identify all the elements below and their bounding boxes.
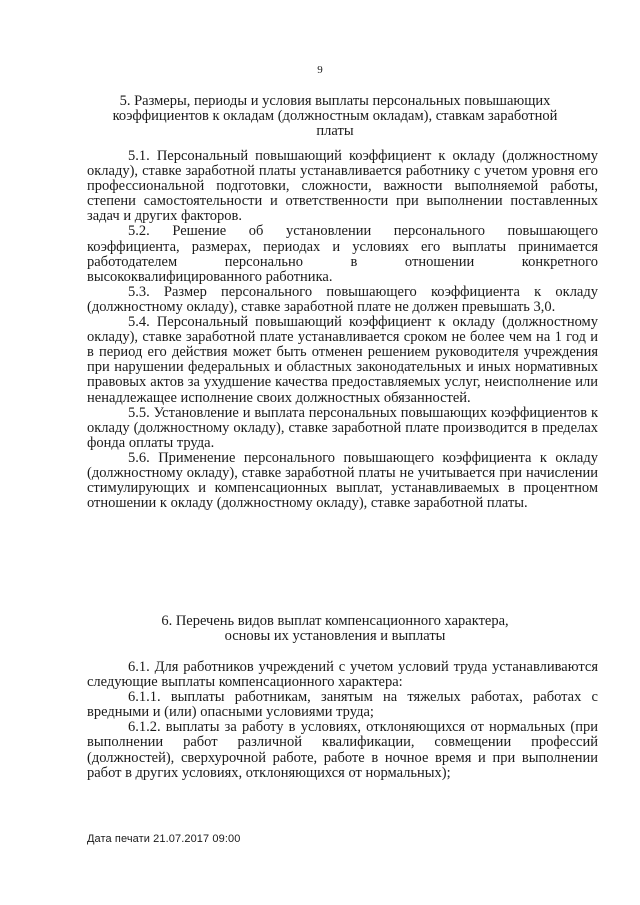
heading-line: основы их установления и выплаты (224, 628, 446, 644)
paragraph-5-2: 5.2. Решение об установлении персонального повышающего коэффициента, размерах, периодах и условиях его выплаты принимается работодателем персонально в отношении конкретного высококвалифицированного работника. (87, 223, 598, 285)
section-5-body (87, 149, 598, 511)
paragraph-5-3: 5.3. Размер персонального повышающего коэффициента к окладу (должностному окладу), ставке заработной плате не должен превышать 3,0. (87, 283, 598, 315)
paragraph-6-1-1: 6.1.1. выплаты работникам, занятым на тяжелых работах, работах с вредными и (или) опасными условиями труда; (87, 689, 598, 721)
section-5-heading (100, 94, 570, 139)
paragraph-5-6: 5.6. Применение персонального повышающего коэффициента к окладу (должностному окладу), ставке заработной платы не учитывается при начислении стимулирующих и компенсационных выплат, устанавливаемых в процентном отношении к окладу (должностному окладу), ставке заработной платы. (87, 449, 598, 512)
section-6-body (87, 660, 598, 781)
page-number: 9 (317, 64, 323, 76)
heading-line: 6. Перечень видов выплат компенсационного характера, (161, 613, 509, 629)
paragraph-5-1: 5.1. Персональный повышающий коэффициент к окладу (должностному окладу), ставке заработной платы устанавливается работнику с учетом уровня его профессиональной подготовки, сложности, важности выполняемой работы, степени самостоятельности и ответственности при выполнении поставленных задач и других факторов. (87, 148, 598, 225)
heading-line: 5. Размеры, периоды и условия выплаты персональных повышающих (119, 93, 551, 109)
paragraph-5-5: 5.5. Установление и выплата персональных повышающих коэффициентов к окладу (должностному окладу), ставке заработной плате производится в пределах фонда оплаты труда. (87, 404, 598, 451)
paragraph-6-1-2: 6.1.2. выплаты за работу в условиях, отклоняющихся от нормальных (при выполнении работ различной квалификации, совмещении профессий (должностей), сверхурочной работе, работе в ночное время и при выполнении работ в других условиях, отклоняющихся от нормальных); (87, 719, 598, 781)
section-6-heading (115, 614, 555, 644)
heading-line: платы (316, 123, 354, 139)
print-date-footer: Дата печати 21.07.2017 09:00 (87, 833, 241, 845)
paragraph-5-4: 5.4. Персональный повышающий коэффициент к окладу (должностному окладу), ставке заработной плате устанавливается сроком не более чем на 1 год и в период его действия может быть отменен решением руководителя учреждения при нарушении федеральных и областных законодательных и иных нормативных правовых актов за ухудшение качества предоставляемых услуг, неисполнение или ненадлежащее исполнение своих должностных обязанностей. (87, 314, 598, 406)
heading-line: коэффициентов к окладам (должностным окладам), ставкам заработной (112, 108, 558, 124)
paragraph-6-1: 6.1. Для работников учреждений с учетом условий труда устанавливаются следующие выплаты компенсационного характера: (87, 659, 598, 691)
